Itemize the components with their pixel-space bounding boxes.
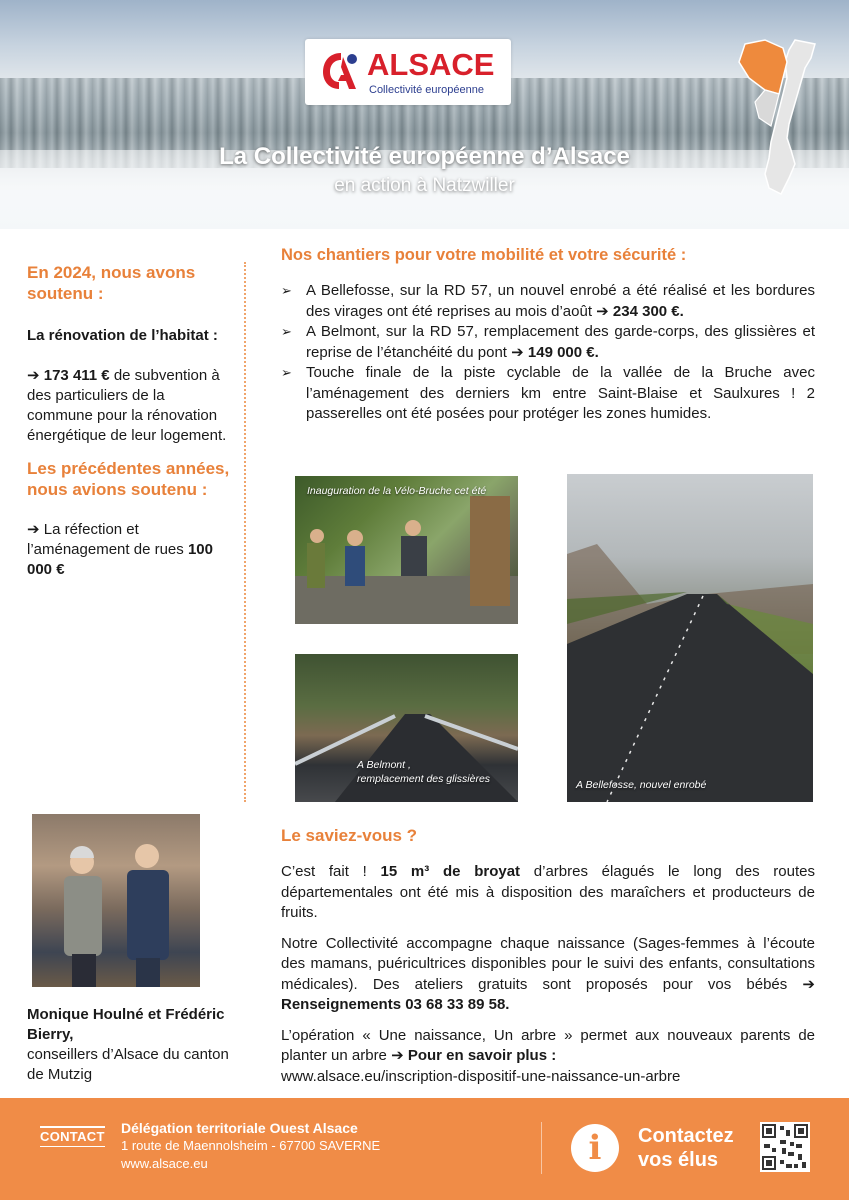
chantiers-section bbox=[281, 246, 815, 425]
previous-paragraph bbox=[27, 520, 232, 580]
logo-name: ALSACE bbox=[367, 47, 495, 82]
contact-tag: CONTACT bbox=[40, 1129, 105, 1144]
photo-belmont bbox=[295, 654, 518, 802]
photo-velo-bruche bbox=[295, 476, 518, 624]
saviez-paragraph-1: C’est fait ! 15 m³ de broyat d’arbres élagués le long des routes départementales ont été mis à disposition des maraîchers et producteurs de fruits. bbox=[281, 863, 816, 921]
renovation-text: de subvention à des particuliers de la commune pour la rénovation énergétique de leur logement. bbox=[27, 367, 227, 444]
column-divider bbox=[244, 262, 246, 802]
saviez-vous-section bbox=[281, 826, 815, 1087]
arrow-right-icon: ➔ bbox=[596, 302, 609, 320]
elus-names: Monique Houlné et Frédéric Bierry, bbox=[27, 1006, 225, 1043]
renovation-title: La rénovation de l’habitat : bbox=[27, 327, 218, 344]
heading-previous-years: Les précédentes années, nous avions soutenu : bbox=[27, 459, 230, 499]
arrow-right-icon: ➔ bbox=[27, 367, 40, 384]
footer-contact-bar bbox=[0, 1098, 849, 1200]
chevron-bullet-icon: ➢ bbox=[281, 324, 292, 339]
info-icon: i bbox=[571, 1124, 619, 1172]
bullet2-amount: 149 000 €. bbox=[527, 343, 599, 361]
photo-bellefosse bbox=[567, 474, 813, 802]
elus-caption bbox=[27, 1005, 237, 1085]
page-title: La Collectivité européenne d’Alsace bbox=[219, 143, 630, 170]
caption-belmont: A Belmont , remplacement des glissières bbox=[357, 759, 491, 785]
renovation-amount: 173 411 € bbox=[43, 367, 110, 384]
list-item: ➢ A Belmont, sur la RD 57, remplacement des garde-corps, des glissières et reprise de l’étanchéité du pont ➔ 149 000 €. bbox=[281, 323, 815, 361]
saviez-paragraph-3: L’opération « Une naissance, Un arbre » permet aux nouveaux parents de planter un arbre ➔ Pour en savoir plus : www.alsace.eu/inscription-dispositif-une-naissance-un-arbre bbox=[281, 1026, 815, 1085]
footer-divider bbox=[541, 1122, 542, 1174]
caption-bellefosse: A Bellefosse, nouvel enrobé bbox=[576, 779, 707, 791]
left-column bbox=[27, 262, 232, 580]
list-item: ➢ Touche finale de la piste cyclable de la vallée de la Bruche avec l’aménagement des derniers km entre Saint-Blaise et Saulxures ! 2 passerelles ont été posées pour protéger les zones humides. bbox=[281, 364, 815, 422]
arrow-right-icon: ➔ bbox=[511, 343, 524, 361]
chantiers-heading: Nos chantiers pour votre mobilité et votre sécurité : bbox=[281, 246, 687, 264]
elus-photo bbox=[32, 814, 200, 987]
caption-velo-bruche: Inauguration de la Vélo-Bruche cet été bbox=[307, 485, 487, 497]
delegation-name: Délégation territoriale Ouest Alsace bbox=[121, 1120, 358, 1136]
saviez-paragraph-2: Notre Collectivité accompagne chaque naissance (Sages-femmes à l’écoute des mamans, puéricultrices disponibles pour le suivi des enfants, consultations médicales). Des ateliers gratuits sont proposés pour vos bébés ➔ Renseignements 03 68 33 89 58. bbox=[281, 934, 815, 1013]
heading-2024: En 2024, nous avons soutenu : bbox=[27, 263, 196, 303]
previous-text: La réfection et l’aménagement de rues bbox=[27, 521, 188, 558]
contactez-vos-elus: Contactez vos élus bbox=[638, 1125, 734, 1171]
page-subtitle: en action à Natzwiller bbox=[334, 175, 515, 196]
elus-role: conseillers d’Alsace du canton de Mutzig bbox=[27, 1046, 229, 1083]
naissance-arbre-link[interactable]: www.alsace.eu/inscription-dispositif-une-naissance-un-arbre bbox=[281, 1067, 681, 1085]
logo-subtitle: Collectivité européenne bbox=[369, 84, 484, 96]
alsace-map-icon bbox=[735, 38, 835, 198]
saviez-vous-heading: Le saviez-vous ? bbox=[281, 826, 418, 845]
arrow-right-icon: ➔ bbox=[391, 1047, 404, 1064]
delegation-block bbox=[121, 1119, 380, 1173]
chevron-bullet-icon: ➢ bbox=[281, 283, 292, 298]
arrow-right-icon: ➔ bbox=[27, 521, 40, 538]
alsace-logo-icon bbox=[319, 49, 363, 93]
chantiers-list bbox=[281, 281, 815, 425]
previous-amount: 100 000 € bbox=[27, 541, 213, 578]
arrow-right-icon: ➔ bbox=[802, 975, 815, 993]
delegation-address: 1 route de Maennolsheim - 67700 SAVERNE bbox=[121, 1138, 381, 1153]
renovation-paragraph bbox=[27, 366, 232, 446]
list-item: ➢ A Bellefosse, sur la RD 57, un nouvel enrobé a été réalisé et les bordures des virages ont été reprises au mois d’août ➔ 234 300 €. bbox=[281, 282, 815, 320]
website-link[interactable]: www.alsace.eu bbox=[121, 1156, 208, 1171]
qr-code-icon[interactable] bbox=[760, 1122, 810, 1172]
alsace-logo bbox=[305, 39, 511, 105]
bullet1-amount: 234 300 €. bbox=[612, 302, 684, 320]
chevron-bullet-icon: ➢ bbox=[281, 365, 292, 380]
header-banner bbox=[0, 0, 849, 229]
